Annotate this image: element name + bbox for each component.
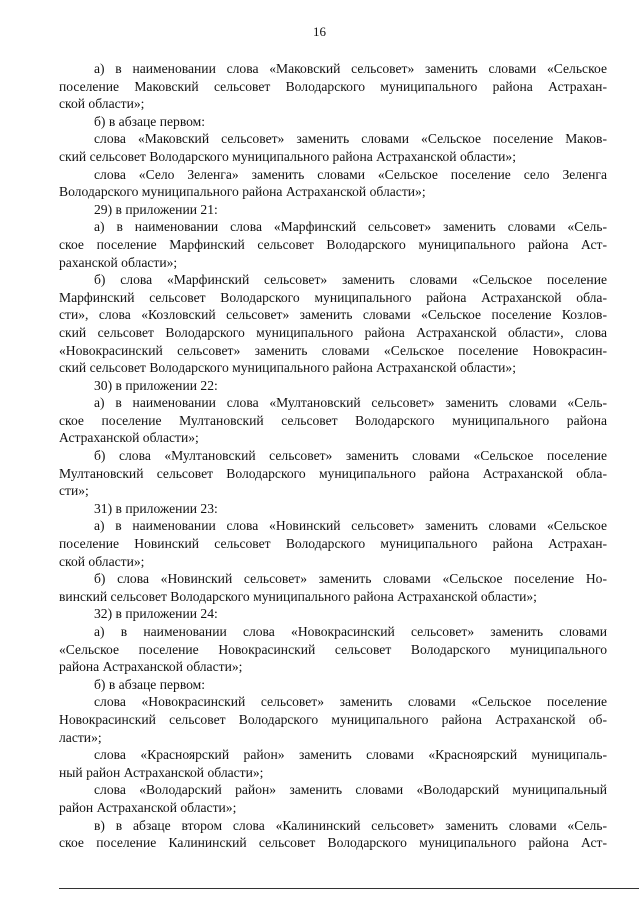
- page-number: 16: [313, 24, 326, 39]
- text-line: 30) в приложении 22:: [94, 377, 218, 393]
- text-line: район Астраханской области»;: [59, 799, 237, 815]
- text-line: ское поселение Марфинский сельсовет Володарского муниципального района Аст-: [59, 236, 607, 252]
- text-line: ский сельсовет Володарского муниципального района Астраханской области»;: [59, 148, 516, 164]
- text-line: Новокрасинский сельсовет Володарского муниципального района Астраханской об-: [59, 711, 607, 727]
- text-line: б) в абзаце первом:: [94, 113, 206, 129]
- text-line: сти»;: [59, 483, 89, 499]
- text-line: 29) в приложении 21:: [94, 201, 218, 217]
- text-line: ской области»;: [59, 553, 145, 569]
- text-line: а) в наименовании слова «Новинский сельсовет» заменить словами «Сельское: [94, 518, 607, 534]
- text-line: ласти»;: [59, 729, 102, 745]
- text-line: ный район Астраханской области»;: [59, 764, 264, 780]
- text-line: а) в наименовании слова «Новокрасинский сельсовет» заменить словами: [94, 624, 607, 639]
- text-line: Астраханской области»;: [59, 430, 199, 446]
- text-line: в) в абзаце втором слова «Калининский сельсовет» заменить словами «Сель-: [94, 817, 607, 833]
- text-line: слова «Красноярский район» заменить словами «Красноярский муниципаль-: [94, 747, 607, 763]
- text-line: слова «Село Зеленга» заменить словами «Сельское поселение село Зеленга: [94, 166, 607, 182]
- text-line: б) слова «Марфинский сельсовет» заменить словами «Сельское поселение: [94, 272, 607, 288]
- text-line: слова «Новокрасинский сельсовет» заменить словами «Сельское поселение: [94, 694, 607, 710]
- text-line: «Сельское поселение Новокрасинский сельсовет Володарского муниципального: [59, 641, 607, 657]
- text-line: раханской области»;: [59, 254, 178, 270]
- text-line: ский сельсовет Володарского муниципального района Астраханской области»;: [59, 360, 516, 376]
- text-line: 31) в приложении 23:: [94, 500, 218, 516]
- text-line: а) в наименовании слова «Марфинский сельсовет» заменить словами «Сель-: [94, 219, 607, 235]
- text-line: Мултановский сельсовет Володарского муниципального района Астраханской обла-: [59, 465, 607, 481]
- text-line: Володарского муниципального района Астраханской области»;: [59, 184, 426, 200]
- text-line: б) в абзаце первом:: [94, 676, 206, 692]
- text-line: ское поселение Калининский сельсовет Володарского муниципального района Аст-: [59, 835, 607, 851]
- text-line: ской области»;: [59, 96, 145, 112]
- text-line: а) в наименовании слова «Маковский сельсовет» заменить словами «Сельское: [94, 61, 607, 76]
- text-line: района Астраханской области»;: [59, 659, 243, 675]
- text-line: ское поселение Мултановский сельсовет Володарского муниципального района: [59, 412, 607, 428]
- text-line: ский сельсовет Володарского муниципального района Астраханской области», слова: [59, 324, 607, 340]
- text-line: 32) в приложении 24:: [94, 606, 218, 622]
- text-line: слова «Володарский район» заменить словами «Володарский муниципальный: [94, 782, 607, 798]
- document-body: [59, 60, 607, 852]
- text-line: а) в наименовании слова «Мултановский сельсовет» заменить словами «Сель-: [94, 395, 607, 411]
- text-line: поселение Новинский сельсовет Володарского муниципального района Астрахан-: [59, 536, 607, 552]
- text-line: б) слова «Мултановский сельсовет» заменить словами «Сельское поселение: [94, 448, 607, 464]
- text-line: поселение Маковский сельсовет Володарского муниципального района Астрахан-: [59, 78, 607, 94]
- text-line: сти», слова «Козловский сельсовет» заменить словами «Сельское поселение Козлов-: [59, 307, 607, 323]
- bottom-rule: [59, 888, 639, 889]
- text-line: Марфинский сельсовет Володарского муниципального района Астраханской обла-: [59, 289, 607, 305]
- text-line: «Новокрасинский сельсовет» заменить словами «Сельское поселение Новокрасин-: [59, 342, 607, 358]
- text-line: б) слова «Новинский сельсовет» заменить словами «Сельское поселение Но-: [94, 571, 607, 587]
- text-line: винский сельсовет Володарского муниципального района Астраханской области»;: [59, 588, 537, 604]
- text-line: слова «Маковский сельсовет» заменить словами «Сельское поселение Маков-: [94, 131, 607, 147]
